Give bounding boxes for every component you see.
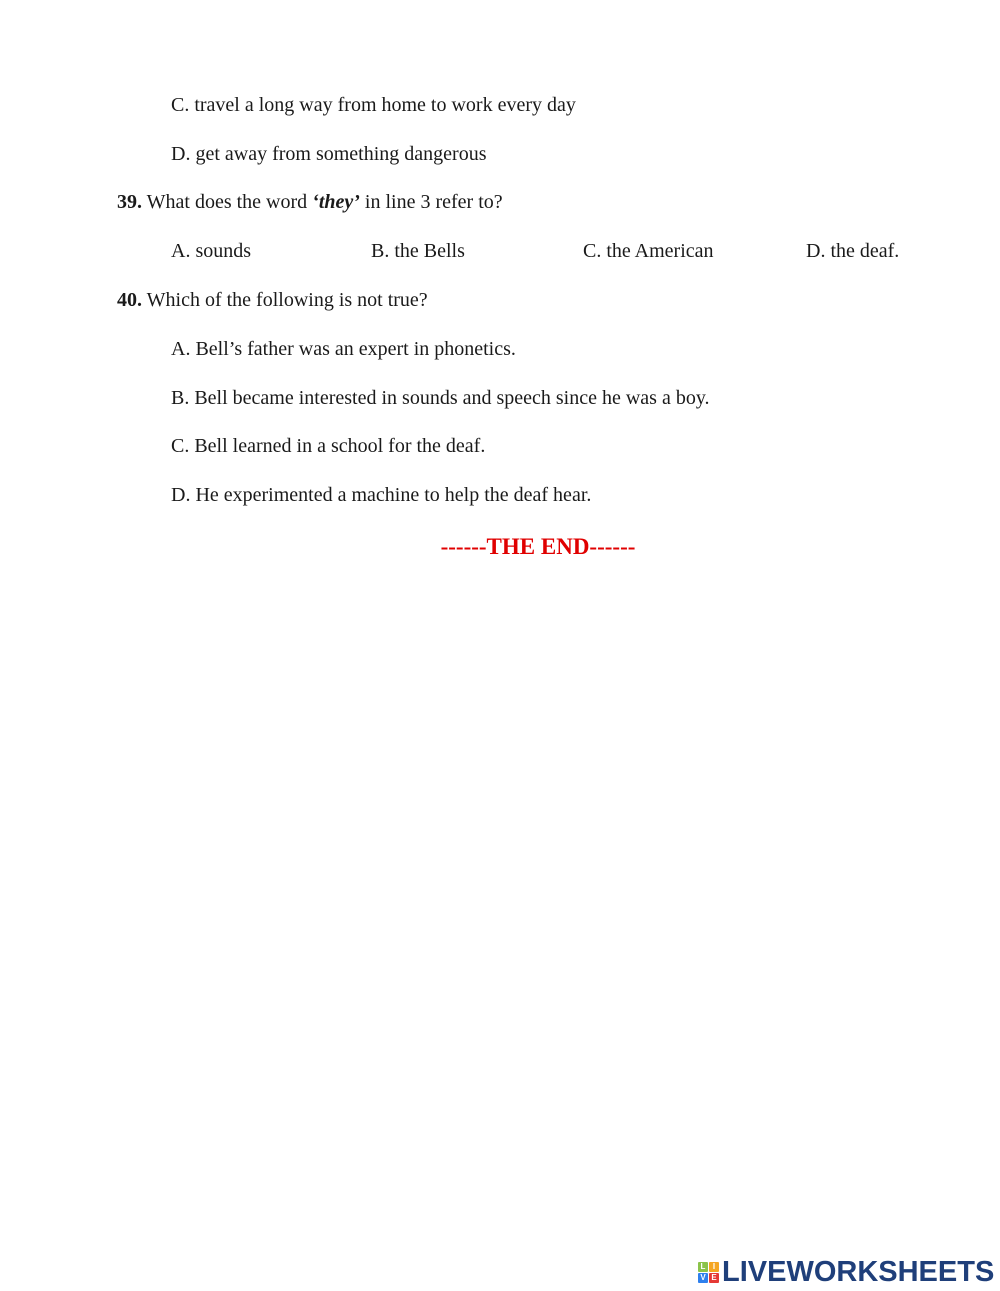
q40-option-a: A. Bell’s father was an expert in phonetics.	[171, 338, 516, 360]
question-text: Which of the following is not true?	[142, 289, 428, 311]
q40-option-c: C. Bell learned in a school for the deaf.	[171, 435, 486, 457]
logo-tile: I	[709, 1262, 719, 1272]
q39-option-b: B. the Bells	[371, 240, 465, 262]
question-39	[117, 190, 503, 214]
logo-tiles-icon	[698, 1262, 719, 1283]
question-40	[117, 288, 428, 312]
question-number: 39.	[117, 191, 142, 213]
q39-option-a: A. sounds	[171, 240, 252, 262]
logo-tile: V	[698, 1273, 708, 1283]
logo-tile: L	[698, 1262, 708, 1272]
logo-text: LIVEWORKSHEETS	[722, 1256, 995, 1288]
liveworksheets-logo	[698, 1256, 994, 1289]
quoted-word: ‘they’	[312, 191, 360, 213]
question-text: What does the word	[142, 191, 313, 213]
q40-option-b: B. Bell became interested in sounds and speech since he was a boy.	[171, 387, 710, 409]
question-number: 40.	[117, 289, 142, 311]
q39-option-c: C. the American	[583, 240, 714, 262]
question-text: in line 3 refer to?	[359, 191, 503, 213]
q39-option-d: D. the deaf.	[806, 240, 900, 262]
q38-option-c: C. travel a long way from home to work every day	[171, 94, 576, 116]
logo-tile: E	[709, 1273, 719, 1283]
the-end-marker: ------THE END------	[440, 534, 636, 559]
q40-option-d: D. He experimented a machine to help the deaf hear.	[171, 484, 592, 506]
q38-option-d: D. get away from something dangerous	[171, 143, 487, 165]
